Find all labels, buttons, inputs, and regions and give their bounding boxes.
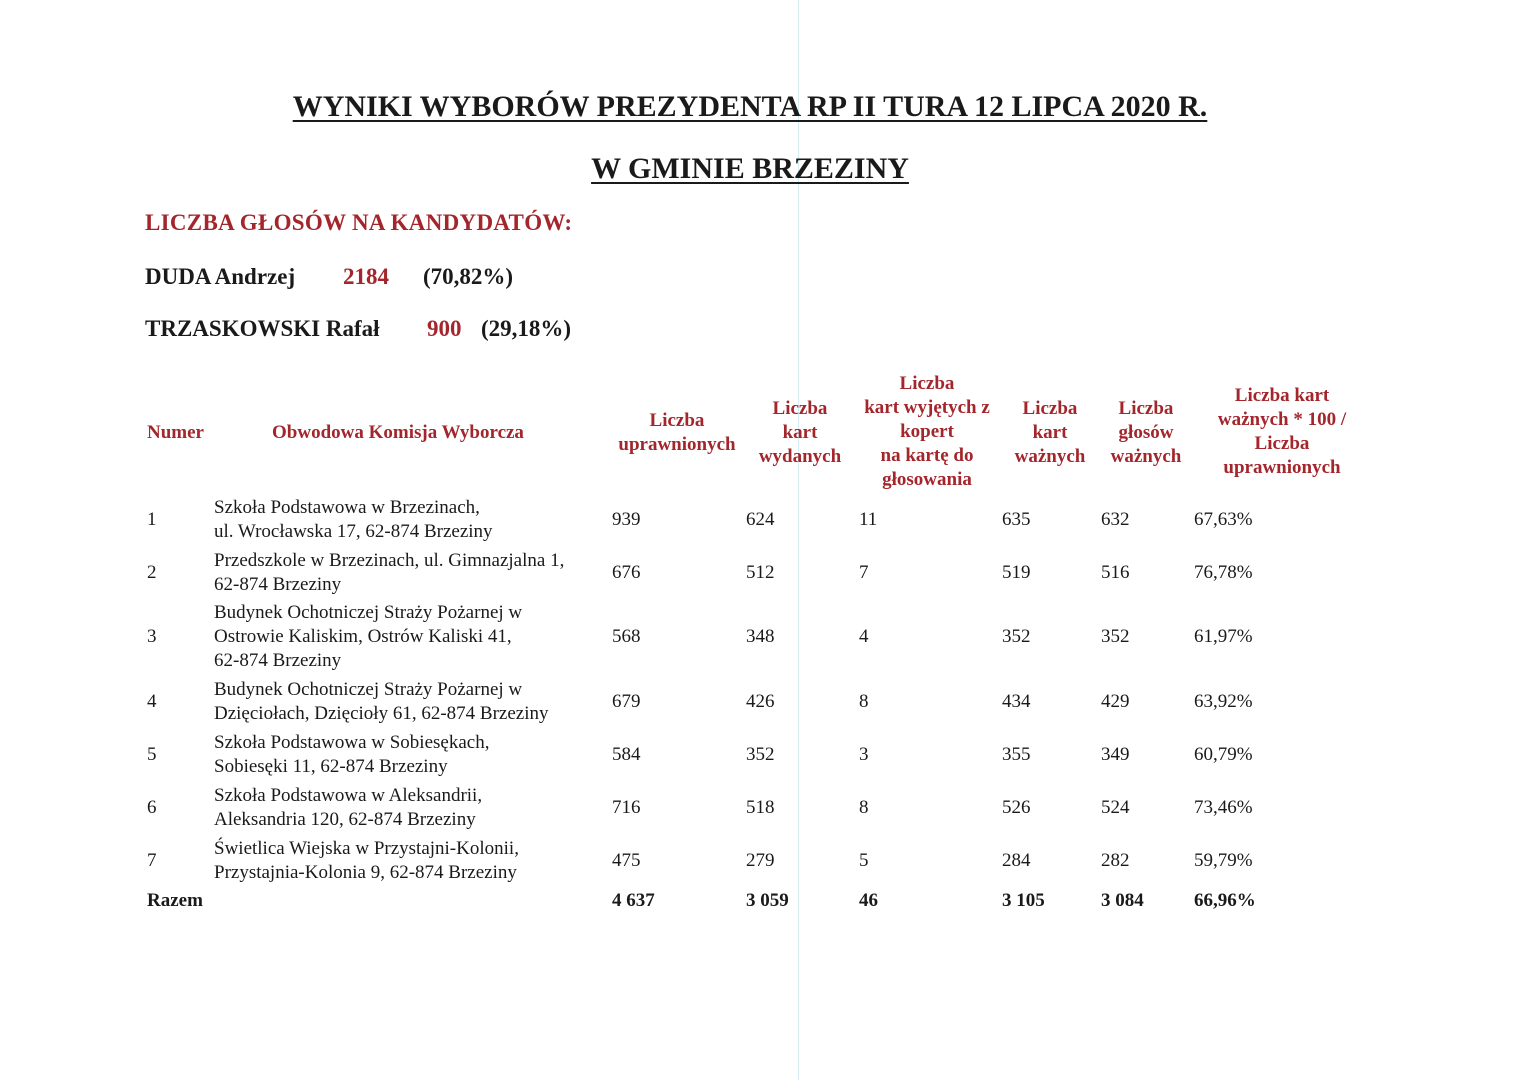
- candidate-votes: 900: [427, 316, 462, 341]
- candidate-name: DUDA Andrzej: [145, 264, 296, 289]
- row-address: Przedszkole w Brzezinach, ul. Gimnazjalna 1, 62-874 Brzeziny: [214, 550, 565, 595]
- candidate-name: TRZASKOWSKI Rafał: [145, 316, 380, 341]
- row-number: 3: [147, 626, 157, 647]
- cell-uprawnionych: 716: [612, 797, 641, 818]
- cell-glosow-waznych: 524: [1101, 797, 1130, 818]
- cell-wyjetych: 3: [859, 744, 869, 765]
- cell-frekwencja: 73,46%: [1194, 797, 1253, 818]
- row-number: 2: [147, 562, 157, 583]
- total-kart-waznych: 3 105: [1002, 890, 1045, 911]
- cell-kart-waznych: 526: [1002, 797, 1031, 818]
- cell-kart-waznych: 434: [1002, 691, 1031, 712]
- cell-kart-waznych: 355: [1002, 744, 1031, 765]
- row-number: 4: [147, 691, 157, 712]
- row-address: Szkoła Podstawowa w Sobiesękach, Sobiesęki 11, 62-874 Brzeziny: [214, 732, 490, 777]
- cell-uprawnionych: 679: [612, 691, 641, 712]
- header-wyjetych: Liczba kart wyjętych z kopert na kartę do głosowania: [864, 373, 990, 490]
- row-number: 7: [147, 850, 157, 871]
- cell-uprawnionych: 939: [612, 509, 641, 530]
- row-address: Szkoła Podstawowa w Aleksandrii, Aleksandria 120, 62-874 Brzeziny: [214, 785, 483, 830]
- candidate-votes: 2184: [343, 264, 389, 289]
- header-uprawnionych: Liczba uprawnionych: [618, 410, 736, 455]
- header-numer: Numer: [147, 422, 204, 443]
- cell-wydanych: 348: [746, 626, 775, 647]
- candidate-percent: (29,18%): [481, 316, 572, 341]
- cell-wydanych: 624: [746, 509, 775, 530]
- total-uprawnionych: 4 637: [612, 890, 655, 911]
- cell-uprawnionych: 475: [612, 850, 641, 871]
- header-frekwencja: Liczba kart ważnych * 100 / Liczba uprawnionych: [1217, 385, 1347, 478]
- cell-kart-waznych: 635: [1002, 509, 1031, 530]
- candidate-row: [145, 264, 513, 290]
- cell-frekwencja: 59,79%: [1194, 850, 1253, 871]
- total-wydanych: 3 059: [746, 890, 789, 911]
- row-address: Świetlica Wiejska w Przystajni-Kolonii, Przystajnia-Kolonia 9, 62-874 Brzeziny: [214, 838, 519, 883]
- row-address: Budynek Ochotniczej Straży Pożarnej w Dzięciołach, Dzięcioły 61, 62-874 Brzeziny: [214, 679, 549, 724]
- cell-wyjetych: 8: [859, 797, 869, 818]
- total-label: Razem: [147, 890, 203, 911]
- row-number: 6: [147, 797, 157, 818]
- cell-glosow-waznych: 516: [1101, 562, 1130, 583]
- cell-wydanych: 518: [746, 797, 775, 818]
- cell-wydanych: 279: [746, 850, 775, 871]
- total-glosow-waznych: 3 084: [1101, 890, 1144, 911]
- document-title: WYNIKI WYBORÓW PREZYDENTA RP II TURA 12 LIPCA 2020 R.: [292, 90, 1208, 123]
- cell-wyjetych: 11: [859, 509, 878, 530]
- header-kart-waznych: Liczba kart ważnych: [1014, 398, 1086, 467]
- cell-kart-waznych: 284: [1002, 850, 1031, 871]
- cell-wyjetych: 5: [859, 850, 869, 871]
- header-glosow-waznych: Liczba głosów ważnych: [1110, 398, 1182, 467]
- total-wyjetych: 46: [859, 890, 878, 911]
- candidate-row: [145, 316, 571, 342]
- cell-glosow-waznych: 349: [1101, 744, 1130, 765]
- cell-frekwencja: 60,79%: [1194, 744, 1253, 765]
- cell-wyjetych: 4: [859, 626, 869, 647]
- cell-glosow-waznych: 282: [1101, 850, 1130, 871]
- row-number: 1: [147, 509, 157, 530]
- cell-uprawnionych: 568: [612, 626, 641, 647]
- header-wydanych: Liczba kart wydanych: [758, 398, 842, 467]
- cell-frekwencja: 63,92%: [1194, 691, 1253, 712]
- cell-frekwencja: 67,63%: [1194, 509, 1253, 530]
- row-number: 5: [147, 744, 157, 765]
- cell-glosow-waznych: 632: [1101, 509, 1130, 530]
- candidate-percent: (70,82%): [423, 264, 514, 289]
- cell-wyjetych: 8: [859, 691, 869, 712]
- cell-kart-waznych: 352: [1002, 626, 1031, 647]
- cell-kart-waznych: 519: [1002, 562, 1031, 583]
- total-frekwencja: 66,96%: [1194, 890, 1256, 911]
- row-address: Budynek Ochotniczej Straży Pożarnej w Ostrowie Kaliskim, Ostrów Kaliski 41, 62-874 Brzeziny: [214, 602, 523, 671]
- cell-wyjetych: 7: [859, 562, 869, 583]
- row-address: Szkoła Podstawowa w Brzezinach, ul. Wrocławska 17, 62-874 Brzeziny: [214, 497, 493, 542]
- cell-glosow-waznych: 429: [1101, 691, 1130, 712]
- cell-wydanych: 512: [746, 562, 775, 583]
- header-komisja: Obwodowa Komisja Wyborcza: [272, 422, 524, 443]
- cell-wydanych: 426: [746, 691, 775, 712]
- cell-frekwencja: 61,97%: [1194, 626, 1253, 647]
- cell-frekwencja: 76,78%: [1194, 562, 1253, 583]
- cell-wydanych: 352: [746, 744, 775, 765]
- cell-glosow-waznych: 352: [1101, 626, 1130, 647]
- section-heading: LICZBA GŁOSÓW NA KANDYDATÓW:: [145, 210, 573, 235]
- cell-uprawnionych: 584: [612, 744, 641, 765]
- document-subtitle: W GMINIE BRZEZINY: [591, 152, 909, 185]
- cell-uprawnionych: 676: [612, 562, 641, 583]
